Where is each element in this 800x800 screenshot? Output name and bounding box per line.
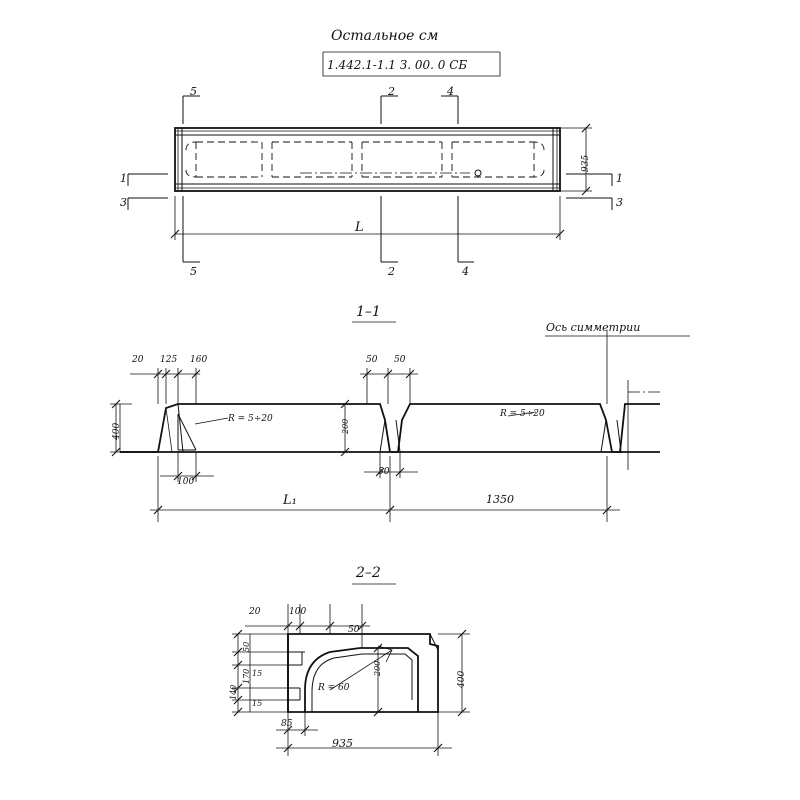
- dim-1-1-span-L1: L₁: [283, 493, 297, 508]
- dim-2-2-left-15-upper: 15: [252, 669, 263, 678]
- radius-note-left: R = 5÷20: [228, 414, 273, 424]
- dim-2-2-left-50: 50: [242, 641, 251, 652]
- dim-1-1-50-left: 50: [366, 355, 378, 365]
- section-mark-bottom-5: 5: [190, 265, 197, 278]
- dim-2-2-left-140: 140: [229, 684, 238, 700]
- dim-1-1-bottom-50: 50: [378, 467, 390, 477]
- doc-code: 1.442.1-1.1 З. 00. 0 СБ: [327, 58, 468, 72]
- radius-note-right: R = 5÷20: [500, 409, 545, 419]
- dim-2-2-left-15-lower: 15: [252, 699, 263, 708]
- dim-1-1-bottom-100: 100: [177, 477, 195, 487]
- section-1-1-caption: 1–1: [356, 304, 381, 320]
- section-2-2-caption: 2–2: [356, 565, 381, 581]
- plan-height-label: 935: [581, 154, 591, 172]
- dim-2-2-bottom-935: 935: [332, 737, 353, 750]
- dim-2-2-inner-200: 200: [373, 660, 382, 676]
- dim-2-2-100: 100: [289, 607, 307, 617]
- section-mark-right-3: 3: [616, 196, 623, 209]
- dim-2-2-bottom-85: 85: [281, 719, 293, 729]
- section-mark-top-5: 5: [190, 85, 197, 98]
- dim-2-2-left-170: 170: [242, 668, 251, 684]
- section-mark-bottom-2: 2: [388, 265, 395, 278]
- dim-1-1-160: 160: [190, 355, 208, 365]
- section-mark-right-1: 1: [616, 172, 623, 185]
- dim-1-1-50-right: 50: [394, 355, 406, 365]
- section-mark-left-1: 1: [120, 172, 127, 185]
- section-mark-bottom-4: 4: [462, 265, 469, 278]
- dim-1-1-span-1350: 1350: [486, 493, 514, 506]
- axis-of-symmetry-label: Ось симметрии: [546, 321, 641, 334]
- dim-1-1-20: 20: [132, 355, 144, 365]
- plan-length-label: L: [355, 220, 364, 235]
- dim-2-2-height-400: 400: [457, 670, 467, 688]
- section-mark-top-2: 2: [388, 85, 395, 98]
- dim-2-2-20: 20: [249, 607, 261, 617]
- dim-1-1-inner-200: 200: [341, 418, 350, 434]
- title-note: Остальное см: [331, 28, 439, 44]
- dim-1-1-125: 125: [160, 355, 178, 365]
- dim-2-2-50: 50: [348, 625, 360, 635]
- section-mark-left-3: 3: [120, 196, 127, 209]
- dim-1-1-height-400: 400: [112, 422, 122, 440]
- section-mark-top-4: 4: [447, 85, 454, 98]
- dim-2-2-radius: R = 60: [318, 683, 350, 693]
